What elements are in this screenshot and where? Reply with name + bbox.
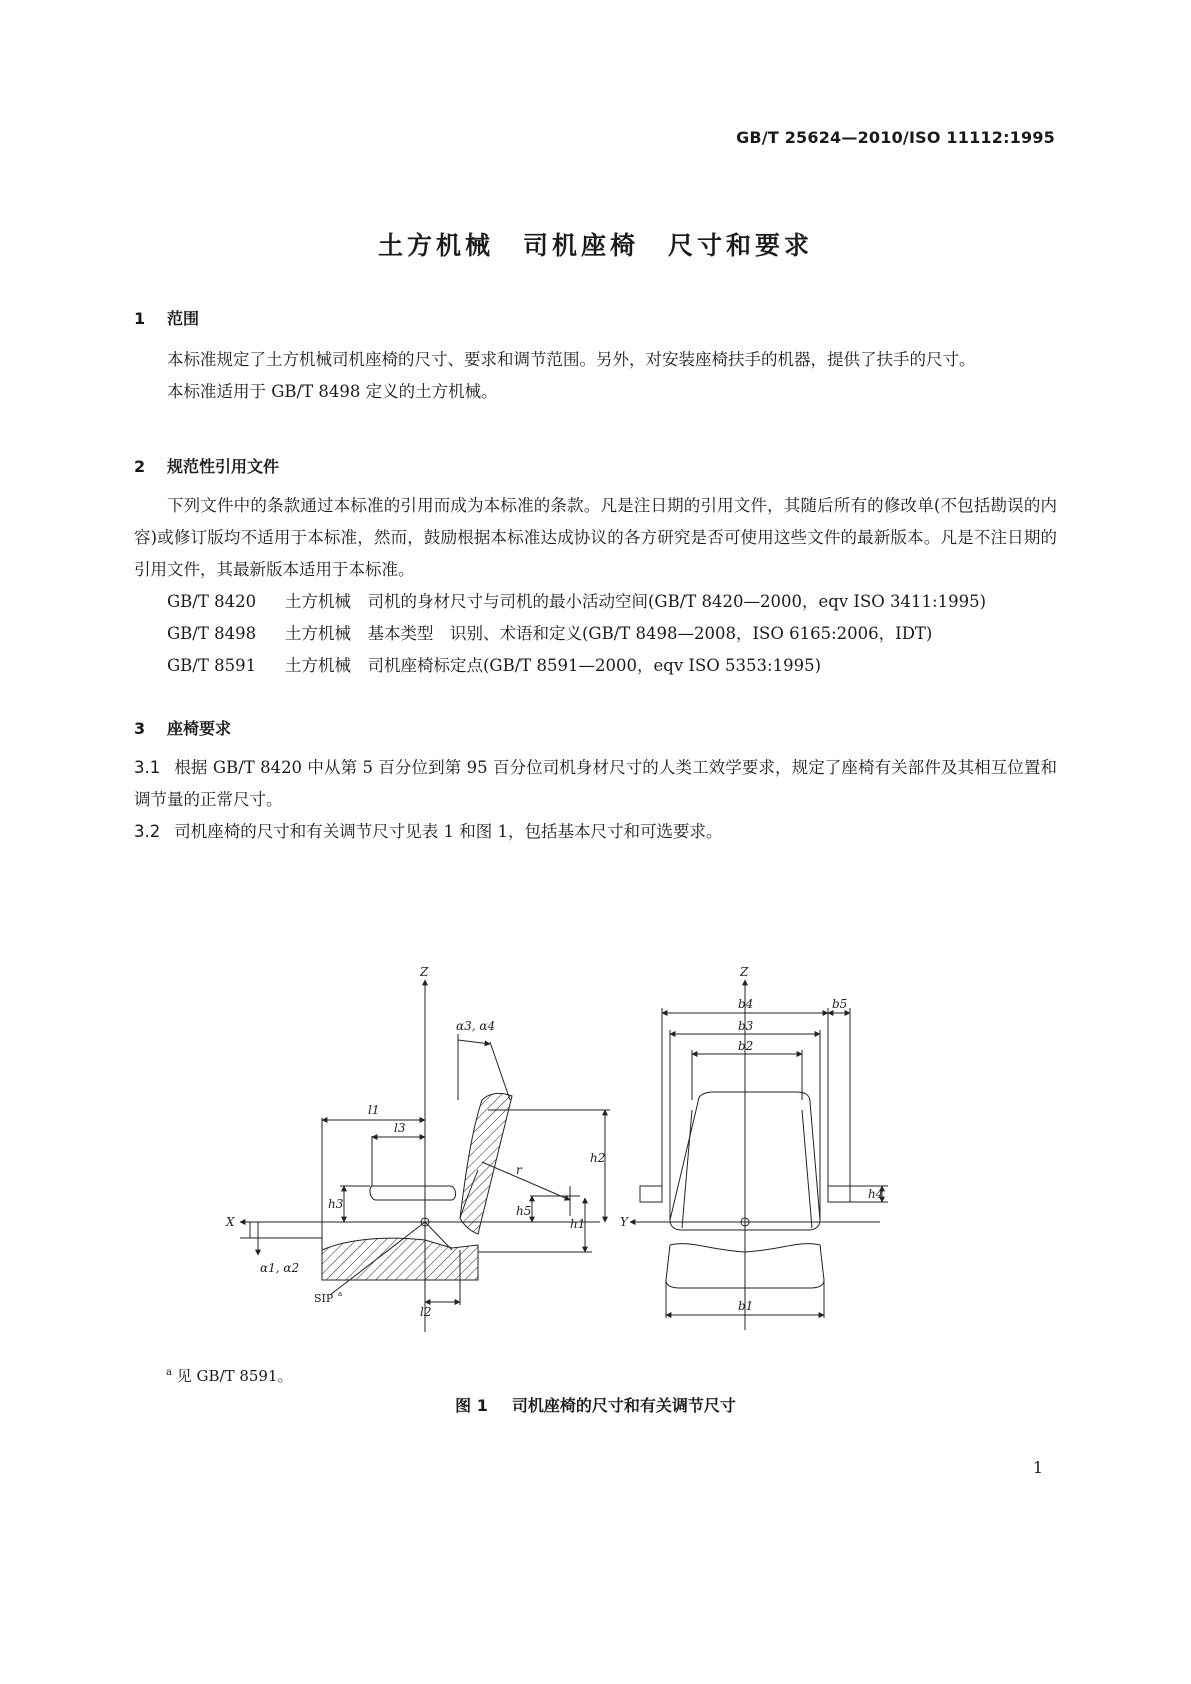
armrest-side	[370, 1186, 456, 1200]
clause-3-2	[134, 816, 1057, 848]
paragraph: 本标准规定了土方机械司机座椅的尺寸、要求和调节范围。另外，对安装座椅扶手的机器，提供了扶手的尺寸。	[167, 350, 976, 369]
reference-text: 土方机械 司机座椅标定点(GB/T 8591—2000，eqv ISO 5353:1995)	[285, 656, 822, 675]
section-3-body	[134, 752, 1057, 848]
label-alpha12: α1, α2	[260, 1261, 300, 1275]
footnote-text: 见 GB/T 8591。	[176, 1367, 293, 1385]
clause-3-1	[134, 752, 1057, 816]
section-heading-2	[134, 454, 279, 477]
reference-item	[134, 650, 1057, 682]
seat-dimension-figure	[220, 960, 920, 1355]
clause-text: 司机座椅的尺寸和有关调节尺寸见表 1 和图 1，包括基本尺寸和可选要求。	[174, 822, 723, 841]
reference-code: GB/T 8420	[167, 592, 257, 611]
page-number: 1	[1032, 1458, 1043, 1477]
reference-item	[134, 586, 1057, 618]
section-heading-3	[134, 716, 231, 739]
label-sip: SIP	[314, 1292, 334, 1305]
clause-text: 根据 GB/T 8420 中从第 5 百分位到第 95 百分位司机身材尺寸的人类工效学要求，规定了座椅有关部件及其相互位置和调节量的正常尺寸。	[134, 758, 1057, 809]
figure-footnote	[166, 1365, 293, 1386]
label-axis-x: X	[226, 1215, 235, 1229]
section-number: 1	[134, 309, 146, 328]
armrest-right-front	[828, 1186, 850, 1202]
label-h3: h3	[328, 1197, 344, 1211]
label-axis-z-right: Z	[740, 965, 749, 979]
label-h2: h2	[590, 1151, 606, 1165]
reference-item	[134, 618, 1057, 650]
label-axis-y: Y	[620, 1215, 628, 1229]
label-l1: l1	[368, 1103, 380, 1117]
label-b3: b3	[738, 1019, 754, 1033]
label-l2: l2	[420, 1305, 432, 1319]
figure-caption	[0, 1393, 1191, 1416]
reference-code: GB/T 8591	[167, 656, 257, 675]
label-b1: b1	[738, 1299, 754, 1313]
caption-text: 司机座椅的尺寸和有关调节尺寸	[511, 1396, 736, 1415]
paragraph: 下列文件中的条款通过本标准的引用而成为本标准的条款。凡是注日期的引用文件，其随后所有的修改单(不包括勘误的内容)或修订版均不适用于本标准，然而，鼓励根据本标准达成协议的各方研究是否可使用这些文件的最新版本。凡是不注日期的引用文件，其最新版本适用于本标准。	[134, 496, 1057, 579]
section-number: 3	[134, 719, 146, 738]
label-axis-z: Z	[420, 965, 429, 979]
label-h1: h1	[570, 1217, 586, 1231]
label-alpha34: α3, α4	[456, 1019, 496, 1033]
label-h4: h4	[868, 1187, 884, 1201]
caption-number: 图 1	[455, 1396, 488, 1415]
label-r: r	[516, 1163, 522, 1177]
section-1-body	[134, 344, 1057, 408]
label-l3: l3	[394, 1121, 406, 1135]
section-title: 座椅要求	[167, 719, 232, 738]
seat-cushion-side	[322, 1238, 478, 1280]
label-b2: b2	[738, 1039, 754, 1053]
document-title: 土方机械 司机座椅 尺寸和要求	[377, 231, 813, 260]
reference-text: 土方机械 基本类型 识别、术语和定义(GB/T 8498—2008，ISO 6165:2006，IDT)	[285, 624, 933, 643]
reference-text: 土方机械 司机的身材尺寸与司机的最小活动空间(GB/T 8420—2000，eqv ISO 3411:1995)	[285, 592, 987, 611]
clause-number: 3.2	[134, 822, 161, 841]
standard-code: GB/T 25624—2010/ISO 11112:1995	[736, 128, 1055, 147]
section-2-body	[134, 490, 1057, 682]
section-heading-1	[134, 306, 199, 329]
clause-number: 3.1	[134, 758, 161, 777]
reference-code: GB/T 8498	[167, 624, 257, 643]
footnote-mark: a	[166, 1367, 172, 1378]
label-b4: b4	[738, 997, 754, 1011]
section-title: 规范性引用文件	[167, 457, 280, 476]
paragraph: 本标准适用于 GB/T 8498 定义的土方机械。	[167, 382, 498, 401]
label-b5: b5	[832, 997, 848, 1011]
armrest-left-front	[640, 1186, 662, 1202]
section-title: 范围	[167, 309, 200, 328]
label-h5: h5	[516, 1204, 532, 1218]
section-number: 2	[134, 457, 146, 476]
label-sip-note: a	[338, 1290, 343, 1298]
